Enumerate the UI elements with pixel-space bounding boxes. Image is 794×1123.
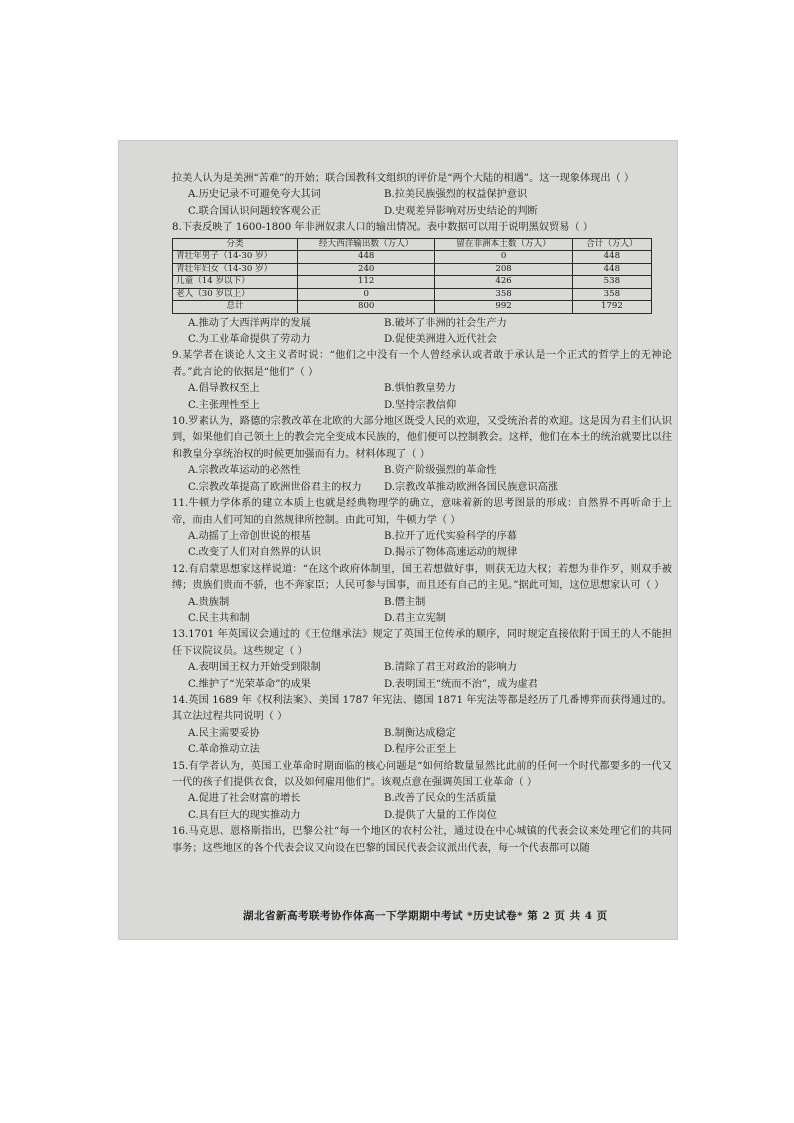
- q15-option-c: C.具有巨大的现实推动力: [188, 809, 301, 821]
- q14-option-a: A.民主需要妥协: [188, 727, 260, 739]
- q14-option-c: C.革命推动立法: [188, 744, 260, 756]
- table-cell: 0: [298, 288, 435, 301]
- q11-option-b: B.拉开了近代实验科学的序幕: [384, 530, 517, 542]
- q14-option-d: D.程序公正至上: [384, 744, 457, 756]
- q12-options: [172, 595, 672, 628]
- table-row: [173, 288, 652, 301]
- table-cell: 448: [572, 251, 651, 264]
- q15-options: [172, 791, 672, 824]
- q15-option-d: D.提供了大量的工作岗位: [384, 809, 497, 821]
- table-header: 经大西洋输出数（万人）: [298, 238, 435, 251]
- q7-option-b: B.拉美民族强烈的权益保护意识: [384, 189, 528, 201]
- q10-option-c: C.宗教改革提高了欧洲世俗君主的权力: [188, 481, 362, 493]
- q15-option-b: B.改善了民众的生活质量: [384, 793, 497, 805]
- q10-option-d: D.宗教改革推动欧洲各国民族意识高涨: [384, 481, 559, 493]
- q15-option-a: A.促进了社会财富的增长: [188, 793, 301, 805]
- q7-option-d: D.史观差异影响对历史结论的判断: [384, 205, 538, 217]
- table-total-row: [173, 301, 652, 314]
- q9-option-a: A.倡导教权至上: [188, 383, 260, 395]
- table-cell: 208: [435, 263, 572, 276]
- q9-option-b: B.惧怕教皇势力: [384, 383, 456, 395]
- q13-option-a: A.表明国王权力开始受到限制: [188, 662, 321, 674]
- q7-stem-continuation: 拉美人认为是美洲“苦难”的开始；联合国教科文组织的评价是“两个大陆的相遇”。这一现象体现出（ ）: [172, 173, 635, 184]
- q12-option-a: A.贵族制: [188, 596, 230, 608]
- q9-option-c: C.主张理性至上: [188, 399, 260, 411]
- q13-options: [172, 660, 672, 693]
- q13-option-c: C.维护了“光荣革命”的成果: [188, 678, 311, 690]
- table-header: 合计（万人）: [572, 238, 651, 251]
- table-header: 分类: [173, 238, 298, 251]
- table-cell: 青壮年妇女（14-30 岁）: [173, 263, 298, 276]
- q14-stem: 14.英国 1689 年《权利法案》、美国 1787 年宪法、德国 1871 年宪法等都是经历了几番博弈而获得通过的。其立法过程共同说明（ ）: [172, 694, 672, 723]
- q10-options: [172, 463, 672, 496]
- q13-option-b: B.清除了君王对政治的影响力: [384, 662, 517, 674]
- q11-option-c: C.改变了人们对自然界的认识: [188, 547, 321, 559]
- q8-options: [172, 316, 672, 349]
- q12-option-d: D.君主立宪制: [384, 612, 446, 624]
- q14-option-b: B.制衡达成稳定: [384, 727, 456, 739]
- table-cell: 426: [435, 276, 572, 289]
- q14-options: [172, 726, 672, 759]
- exam-content: [172, 171, 672, 857]
- q8-option-b: B.破坏了非洲的社会生产力: [384, 317, 507, 329]
- table-cell: 0: [435, 251, 572, 264]
- q8-option-a: A.推动了大西洋两岸的发展: [188, 317, 311, 329]
- slave-trade-table: [172, 238, 652, 314]
- table-header: 留在非洲本土数（万人）: [435, 238, 572, 251]
- q8-option-d: D.促使美洲进入近代社会: [384, 334, 497, 346]
- q9-option-d: D.坚持宗教信仰: [384, 399, 457, 411]
- q9-options: [172, 381, 672, 414]
- table-row: [173, 276, 652, 289]
- table-cell: 800: [298, 301, 435, 314]
- q12-stem: 12.有启蒙思想家这样说道：“在这个政府体制里，国王若想做好事，则获无边大权；若想为非作歹，则双手被缚；贵族们贵而不骄，也不奔家臣；人民可参与国事，而且还有自己的主见。”据此可知，这位思想家认可（ ）: [172, 563, 672, 592]
- table-cell: 1792: [572, 301, 651, 314]
- q7-option-a: A.历史记录不可避免夸大其词: [188, 189, 321, 201]
- q10-option-a: A.宗教改革运动的必然性: [188, 465, 301, 477]
- q9-stem: 9.某学者在谈论人文主义者时说：“他们之中没有一个人曾经承认或者敢于承认是一个正式的哲学上的无神论者。”此言论的依据是“他们”（ ）: [172, 350, 672, 378]
- page-footer: 湖北省新高考联考协作体高一下学期期中考试 *历史试卷* 第 2 页 共 4 页: [243, 910, 608, 922]
- q12-option-b: B.僭主制: [384, 596, 426, 608]
- table-cell: 240: [298, 263, 435, 276]
- table-cell: 358: [435, 288, 572, 301]
- table-row: [173, 263, 652, 276]
- q11-option-a: A.动摇了上帝创世说的根基: [188, 530, 311, 542]
- table-cell: 青壮年男子（14-30 岁）: [173, 251, 298, 264]
- q12-option-c: C.民主共和制: [188, 612, 250, 624]
- q7-option-c: C.联合国认识问题较客观公正: [188, 205, 321, 217]
- q16-stem: 16.马克思、恩格斯指出，巴黎公社“每一个地区的农村公社，通过设在中心城镇的代表会议来处理它们的共同事务；这些地区的各个代表会议又向设在巴黎的国民代表会议派出代表，每一个代表都可以随: [172, 826, 672, 854]
- table-cell: 老人（30 岁以上）: [173, 288, 298, 301]
- table-cell: 总计: [173, 301, 298, 314]
- q11-options: [172, 529, 672, 562]
- q13-option-d: D.表明国王“统而不治”，成为虚君: [384, 678, 538, 690]
- table-cell: 538: [572, 276, 651, 289]
- q15-stem: 15.有学者认为，英国工业革命时期面临的核心问题是“如何给数量显然比此前的任何一个时代都要多的一代又一代的孩子们提供衣食，以及如何雇用他们”。该观点意在强调英国工业革命（ ）: [172, 760, 672, 788]
- table-cell: 448: [572, 263, 651, 276]
- q10-stem: 10.罗素认为，路德的宗教改革在北欧的大部分地区既受人民的欢迎，又受统治者的欢迎。这是因为君主们认识到，如果他们自己领土上的教会完全变成本民族的，他们便可以控制教会。这样，他们在本土的统治就要比以往和教皇分享统治权的时候更加强而有力。材料体现了（ ）: [172, 416, 672, 460]
- q13-stem: 13.1701 年英国议会通过的《王位继承法》规定了英国王位传承的顺序，同时规定直接依附于国王的人不能担任下议院议员。这些规定（ ）: [172, 629, 672, 657]
- table-cell: 112: [298, 276, 435, 289]
- table-cell: 448: [298, 251, 435, 264]
- q11-option-d: D.揭示了物体高速运动的规律: [384, 547, 518, 559]
- q11-stem: 11.牛顿力学体系的建立本质上也就是经典物理学的确立，意味着新的思考图景的形成：自然界不再听命于上帝，而由人们可知的自然规律所控制。由此可知，牛顿力学（ ）: [172, 498, 672, 526]
- q8-option-c: C.为工业革命提供了劳动力: [188, 334, 311, 346]
- q7-options: [172, 187, 672, 220]
- table-cell: 儿童（14 岁以下）: [173, 276, 298, 289]
- q8-stem: 8.下表反映了 1600-1800 年非洲奴隶人口的输出情况。表中数据可以用于说明黑奴贸易（ ）: [172, 222, 594, 234]
- table-header-row: [173, 238, 652, 251]
- table-cell: 358: [572, 288, 651, 301]
- table-row: [173, 251, 652, 264]
- q10-option-b: B.资产阶级强烈的革命性: [384, 465, 497, 477]
- table-cell: 992: [435, 301, 572, 314]
